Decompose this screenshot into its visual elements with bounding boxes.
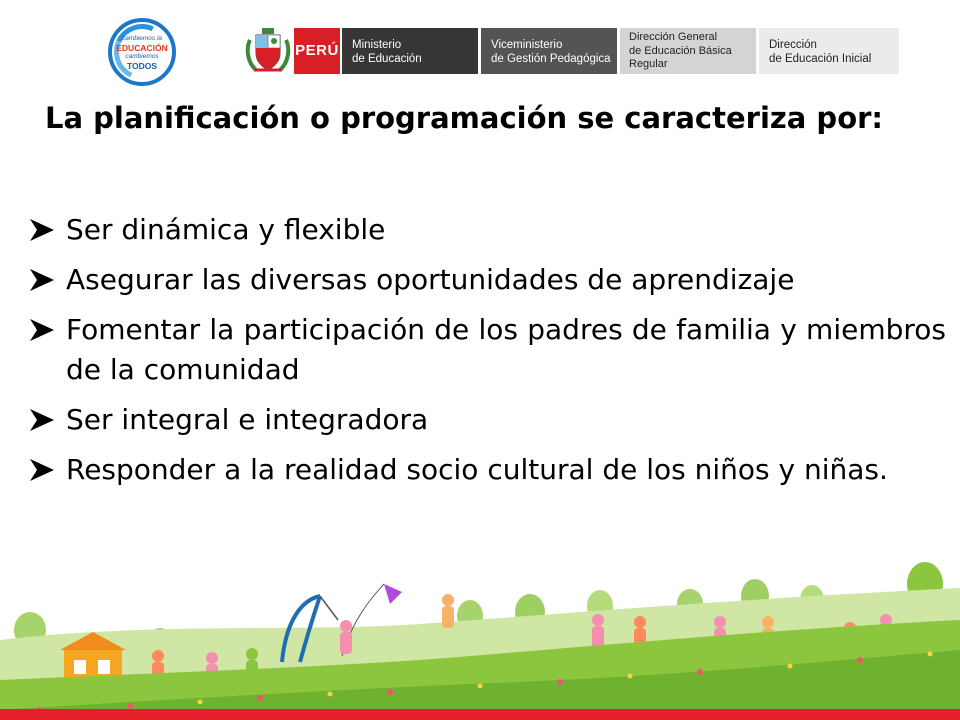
campaign-logo-line3: cambiemos xyxy=(125,53,159,60)
general-direction-line1: Dirección General xyxy=(629,31,718,43)
direction-label xyxy=(759,28,899,74)
campaign-logo xyxy=(108,18,176,86)
list-item xyxy=(30,260,946,300)
direction-line2: de Educación Inicial xyxy=(769,53,872,65)
peru-coat-of-arms-icon xyxy=(244,26,292,76)
general-direction-line3: Regular xyxy=(629,58,668,70)
bottom-red-bar xyxy=(0,709,960,720)
list-item xyxy=(30,310,946,390)
ministry-line2: de Educación xyxy=(352,53,422,65)
children-playing-illustration xyxy=(0,560,960,720)
header xyxy=(0,0,960,80)
campaign-logo-line4: TODOS xyxy=(126,61,158,71)
campaign-logo-line2: EDUCACIÓN xyxy=(116,43,168,53)
peru-label: PERÚ xyxy=(294,28,340,74)
arrowhead-bullet-icon xyxy=(30,459,54,481)
bullet-text: Asegurar las diversas oportunidades de aprendizaje xyxy=(66,263,795,296)
vice-ministry-line1: Viceministerio xyxy=(491,39,563,51)
bullet-text: Ser integral e integradora xyxy=(66,403,429,436)
bullet-list xyxy=(30,210,946,500)
direction-line1: Dirección xyxy=(769,39,817,51)
bullet-text: Responder a la realidad socio cultural de los niños y niñas. xyxy=(66,453,888,486)
bullet-text: Ser dinámica y flexible xyxy=(66,213,386,246)
ministry-label xyxy=(342,28,478,74)
list-item xyxy=(30,450,946,490)
vice-ministry-line2: de Gestión Pedagógica xyxy=(491,53,611,65)
arrowhead-bullet-icon xyxy=(30,409,54,431)
vice-ministry-label xyxy=(481,28,617,74)
campaign-logo-line1: cambiemos la xyxy=(121,35,163,42)
list-item xyxy=(30,400,946,440)
slide-title: La planificación o programación se caracteriza por: xyxy=(45,101,884,135)
arrowhead-bullet-icon xyxy=(30,319,54,341)
general-direction-label xyxy=(620,28,756,74)
bullet-text: Fomentar la participación de los padres de familia y miembros de la comunidad xyxy=(66,313,946,386)
arrowhead-bullet-icon xyxy=(30,219,54,241)
ministry-line1: Ministerio xyxy=(352,39,402,51)
list-item xyxy=(30,210,946,250)
arrowhead-bullet-icon xyxy=(30,269,54,291)
general-direction-line2: de Educación Básica xyxy=(629,44,732,57)
